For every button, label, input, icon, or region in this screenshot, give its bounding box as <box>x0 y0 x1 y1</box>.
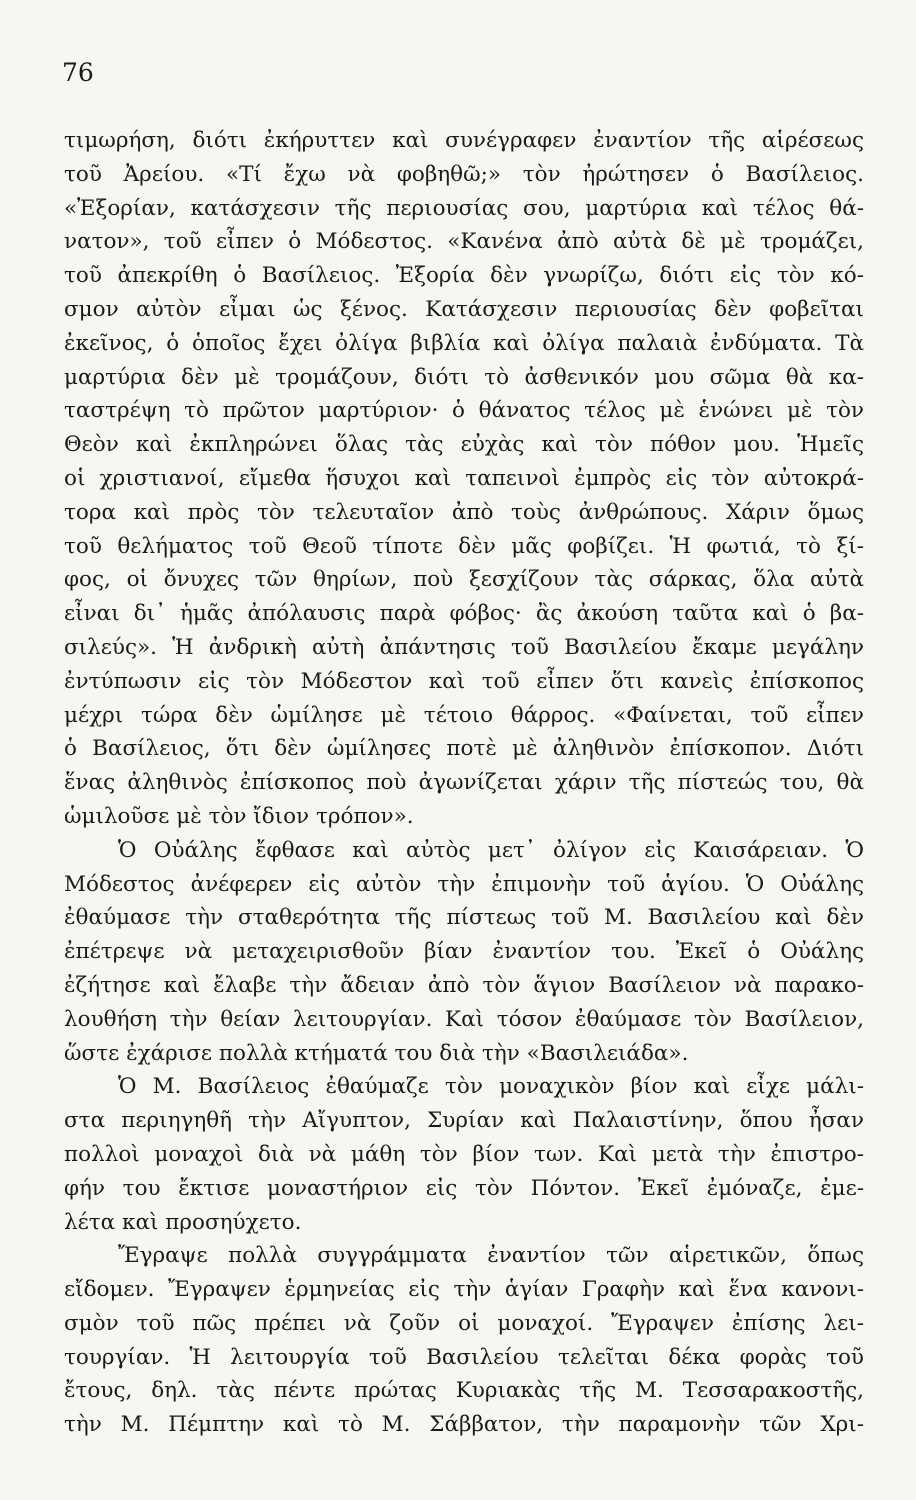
text-line: Ἔγραψε πολλὰ συγγράμματα ἐναντίον τῶν αἱρετικῶν, ὅπως <box>118 1243 864 1269</box>
text-line: τοῦ Ἀρείου. «Τί ἔχω νὰ φοβηθῶ;» τὸν ἠρώτησεν ὁ Βασίλειος. <box>64 161 864 187</box>
text-line: φήν του ἔκτισε μοναστήριον εἰς τὸν Πόντον. Ἐκεῖ ἐμόναζε, ἐμε- <box>64 1175 864 1201</box>
text-line: λέτα καὶ προσηύχετο. <box>64 1209 302 1235</box>
text-line: πολλοὶ μοναχοὶ διὰ νὰ μάθη τὸν βίον των. Καὶ μετὰ τὴν ἐπιστρο- <box>64 1141 864 1167</box>
text-line: νατον», τοῦ εἶπεν ὁ Μόδεστος. «Κανένα ἀπὸ αὐτὰ δὲ μὲ τρομάζει, <box>64 229 864 255</box>
text-line: σιλεύς». Ἡ ἀνδρικὴ αὐτὴ ἀπάντησις τοῦ Βασιλείου ἔκαμε μεγάλην <box>64 634 864 660</box>
text-line: φος, οἱ ὄνυχες τῶν θηρίων, ποὺ ξεσχίζουν τὰς σάρκας, ὅλα αὐτὰ <box>64 567 864 593</box>
text-line: τουργίαν. Ἡ λειτουργία τοῦ Βασιλείου τελεῖται δέκα φορὰς τοῦ <box>64 1344 864 1370</box>
page-number: 76 <box>62 58 94 87</box>
text-line: τὴν Μ. Πέμπτην καὶ τὸ Μ. Σάββατον, τὴν παραμονὴν τῶν Χρι- <box>64 1412 864 1438</box>
text-line: μαρτύρια δὲν μὲ τρομάζουν, διότι τὸ ἀσθενικόν μου σῶμα θὰ κα- <box>64 364 864 390</box>
text-line: τοῦ θελήματος τοῦ Θεοῦ τίποτε δὲν μᾶς φοβίζει. Ἡ φωτιά, τὸ ξί- <box>64 533 864 559</box>
text-line: ἕνας ἀληθινὸς ἐπίσκοπος ποὺ ἀγωνίζεται χάριν τῆς πίστεώς του, θὰ <box>64 770 864 796</box>
text-line: ὡμιλοῦσε μὲ τὸν ἴδιον τρόπον». <box>64 803 414 829</box>
text-line: τιμωρήση, διότι ἐκήρυττεν καὶ συνέγραφεν ἐναντίον τῆς αἱρέσεως <box>64 128 864 153</box>
text-line: στα περιηγηθῆ τὴν Αἴγυπτον, Συρίαν καὶ Παλαιστίνην, ὅπου ἦσαν <box>64 1108 864 1134</box>
text-line: ὥστε ἐχάρισε πολλὰ κτήματά του διὰ τὴν «Βασιλειάδα». <box>64 1040 689 1066</box>
text-line: ὁ Βασίλειος, ὅτι δὲν ὡμίλησες ποτὲ μὲ ἀληθινὸν ἐπίσκοπον. Διότι <box>64 736 864 762</box>
text-line: Ὁ Οὐάλης ἔφθασε καὶ αὐτὸς μετ᾽ ὀλίγον εἰς Καισάρειαν. Ὁ <box>118 837 864 863</box>
text-line: ἐκεῖνος, ὁ ὁποῖος ἔχει ὀλίγα βιβλία καὶ ὀλίγα παλαιὰ ἐνδύματα. Τὰ <box>64 330 864 356</box>
text-line: ἔτους, δηλ. τὰς πέντε πρώτας Κυριακὰς τῆς Μ. Τεσσαρακοστῆς, <box>64 1378 864 1404</box>
text-line: τοῦ ἀπεκρίθη ὁ Βασίλειος. Ἐξορία δὲν γνωρίζω, διότι εἰς τὸν κό- <box>64 263 864 289</box>
text-line: λουθήση τὴν θείαν λειτουργίαν. Καὶ τόσον ἐθαύμασε τὸν Βασίλειον, <box>64 1006 864 1032</box>
text-line: ἐζήτησε καὶ ἔλαβε τὴν ἄδειαν ἀπὸ τὸν ἅγιον Βασίλειον νὰ παρακο- <box>64 972 864 998</box>
text-line: εἶναι δι᾽ ἡμᾶς ἀπόλαυσις παρὰ φόβος· ἂς ἀκούση ταῦτα καὶ ὁ βα- <box>64 601 864 627</box>
text-line: Θεὸν καὶ ἐκπληρώνει ὅλας τὰς εὐχὰς καὶ τὸν πόθον μου. Ἡμεῖς <box>64 432 864 458</box>
text-line: Ὁ Μ. Βασίλειος ἐθαύμαζε τὸν μοναχικὸν βίον καὶ εἶχε μάλι- <box>118 1074 864 1100</box>
text-line: ἐπέτρεψε νὰ μεταχειρισθοῦν βίαν ἐναντίον του. Ἐκεῖ ὁ Οὐάλης <box>64 939 864 965</box>
text-line: «Ἐξορίαν, κατάσχεσιν τῆς περιουσίας σου, μαρτύρια καὶ τέλος θά- <box>64 195 864 221</box>
body-text <box>64 124 864 1442</box>
text-line: σμον αὐτὸν εἶμαι ὡς ξένος. Κατάσχεσιν περιουσίας δὲν φοβεῖται <box>64 296 864 322</box>
text-line: εἴδομεν. Ἔγραψεν ἑρμηνείας εἰς τὴν ἁγίαν Γραφὴν καὶ ἕνα κανονι- <box>64 1277 864 1303</box>
text-line: μέχρι τώρα δὲν ὡμίλησε μὲ τέτοιο θάρρος. «Φαίνεται, τοῦ εἶπεν <box>64 702 864 728</box>
text-line: ἐντύπωσιν εἰς τὸν Μόδεστον καὶ τοῦ εἶπεν ὅτι κανεὶς ἐπίσκοπος <box>64 668 864 694</box>
text-line: Μόδεστος ἀνέφερεν εἰς αὐτὸν τὴν ἐπιμονὴν τοῦ ἁγίου. Ὁ Οὐάλης <box>64 871 864 897</box>
text-line: οἱ χριστιανοί, εἴμεθα ἥσυχοι καὶ ταπεινοὶ ἐμπρὸς εἰς τὸν αὐτοκρά- <box>64 465 864 491</box>
text-line: τορα καὶ πρὸς τὸν τελευταῖον ἀπὸ τοὺς ἀνθρώπους. Χάριν ὅμως <box>64 499 864 525</box>
text-line: ἐθαύμασε τὴν σταθερότητα τῆς πίστεως τοῦ Μ. Βασιλείου καὶ δὲν <box>64 905 864 931</box>
text-line: σμὸν τοῦ πῶς πρέπει νὰ ζοῦν οἱ μοναχοί. Ἔγραψεν ἐπίσης λει- <box>64 1310 864 1336</box>
text-line: ταστρέψη τὸ πρῶτον μαρτύριον· ὁ θάνατος τέλος μὲ ἑνώνει μὲ τὸν <box>64 398 864 424</box>
